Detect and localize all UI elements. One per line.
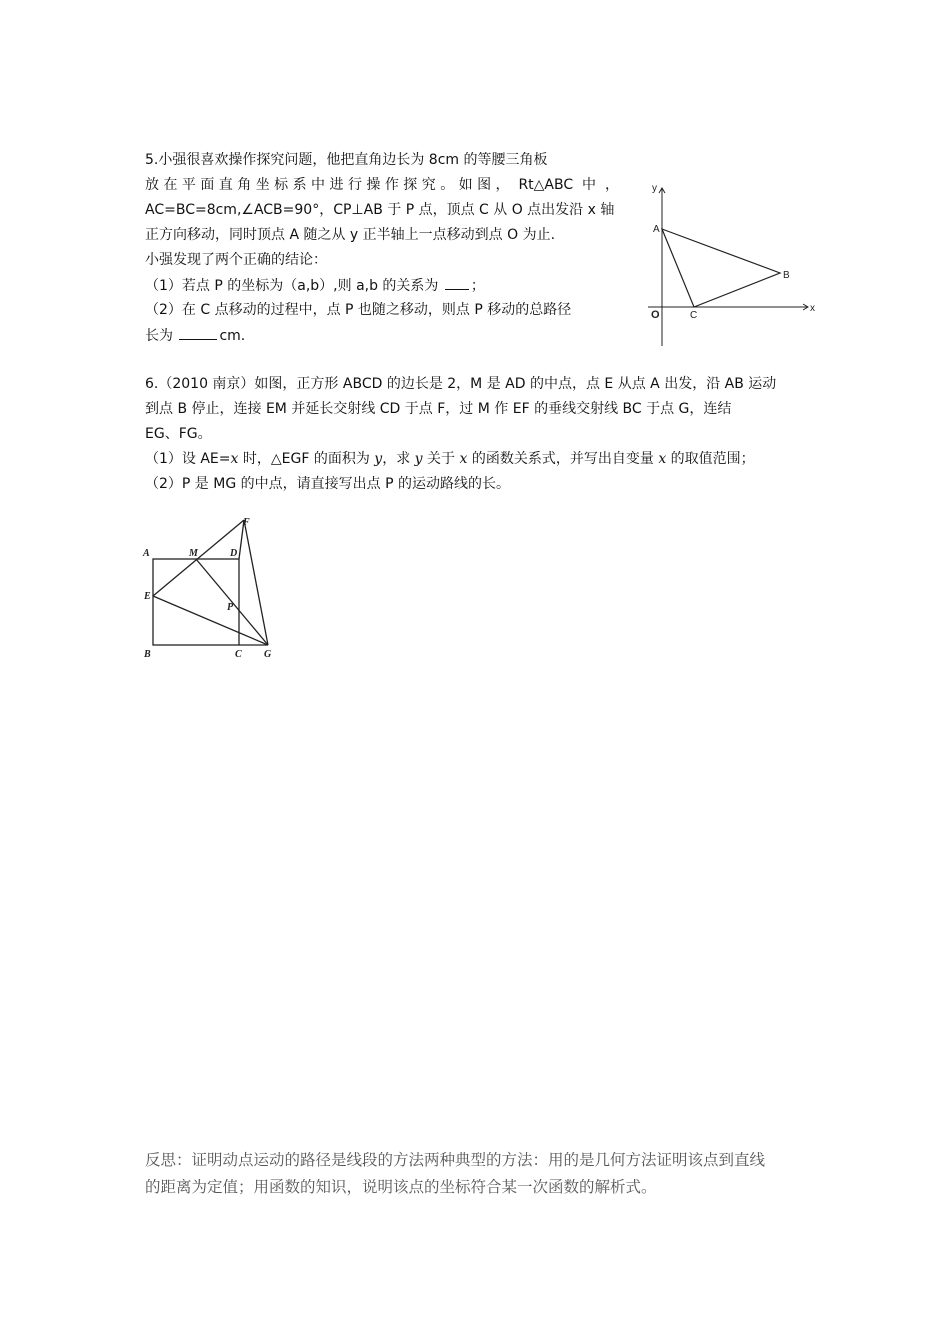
reflection-line1: 反思：证明动点运动的路径是线段的方法两种典型的方法：用的是几何方法证明该点到直线: [145, 1151, 766, 1169]
segment-f-g: [244, 520, 268, 645]
problem5-figure: [640, 180, 820, 350]
problem6-line3: EG、FG。: [145, 426, 212, 442]
q1-text-4: 关于: [422, 451, 460, 467]
problem5-line8: [145, 325, 635, 346]
problem6-line1: 6.（2010 南京）如图，正方形 ABCD 的边长是 2，M 是 AD 的中点，点 E 从点 A 出发，沿 AB 运动: [145, 376, 777, 392]
var-y-2: y: [414, 451, 423, 467]
problem5-line3: AC=BC=8cm,∠ACB=90°，CP⊥AB 于 P 点，顶点 C 从 O 点出发沿 x 轴: [145, 202, 615, 218]
problem5-line6-text: （1）若点 P 的坐标为（a,b）,则 a,b 的关系为: [145, 278, 443, 294]
label-o: O: [651, 309, 660, 321]
label-c: C: [690, 310, 698, 321]
problem5-line6-end: ；: [470, 278, 485, 294]
q1-text-2: 时，△EGF 的面积为: [238, 451, 375, 467]
problem5-line7: （2）在 C 点移动的过程中，点 P 也随之移动，则点 P 移动的总路径: [145, 302, 572, 318]
problem6-line4: [145, 449, 825, 469]
reflection-line2: 的距离为定值；用函数的知识，说明该点的坐标符合某一次函数的解析式。: [145, 1178, 657, 1196]
label-g: G: [264, 649, 272, 660]
problem5-line5: 小强发现了两个正确的结论：: [145, 252, 327, 268]
answer-blank-1: [445, 275, 469, 290]
problem5-line1: 5.小强很喜欢操作探究问题，他把直角边长为 8cm 的等腰三角板: [145, 152, 548, 168]
label-e: E: [144, 591, 151, 602]
var-x-2: x: [459, 451, 468, 467]
var-x-1: x: [230, 451, 239, 467]
problem5-line4: 正方向移动，同时顶点 A 随之从 y 正半轴上一点移动到点 O 为止.: [145, 227, 556, 243]
label-b: B: [144, 649, 151, 660]
label-m: M: [189, 548, 198, 559]
problem5-line2: 放 在 平 面 直 角 坐 标 系 中 进 行 操 作 探 究 。 如 图 ， Rt△ABC 中 ，: [145, 177, 619, 193]
label-p: P: [227, 602, 234, 613]
label-x: x: [810, 303, 815, 314]
var-x-3: x: [658, 451, 667, 467]
triangle-abc: [662, 229, 780, 307]
label-a: A: [143, 548, 150, 559]
problem5-line6: [145, 275, 635, 296]
label-c: C: [235, 649, 242, 660]
problem6-line5: （2）P 是 MG 的中点，请直接写出点 P 的运动路线的长。: [145, 476, 510, 492]
q1-text-1: （1）设 AE=: [145, 451, 231, 467]
answer-blank-2: [179, 325, 217, 340]
problem6-figure: [140, 512, 290, 667]
var-y-1: y: [374, 451, 383, 467]
problem5-line8-end: cm.: [219, 328, 246, 344]
label-a: A: [653, 224, 660, 235]
q1-text-3: ，求: [382, 451, 415, 467]
problem6-line2: 到点 B 停止，连接 EM 并延长交射线 CD 于点 F，过 M 作 EF 的垂线交射线 BC 于点 G，连结: [145, 401, 732, 417]
label-d: D: [230, 548, 238, 559]
segment-e-g: [153, 596, 268, 645]
label-b: B: [783, 270, 790, 281]
q1-text-6: 的取值范围；: [666, 451, 755, 467]
problem5-line8-text: 长为: [145, 328, 178, 344]
label-f: F: [243, 517, 250, 528]
label-y: y: [652, 183, 657, 194]
q1-text-5: 的函数关系式，并写出自变量: [467, 451, 659, 467]
